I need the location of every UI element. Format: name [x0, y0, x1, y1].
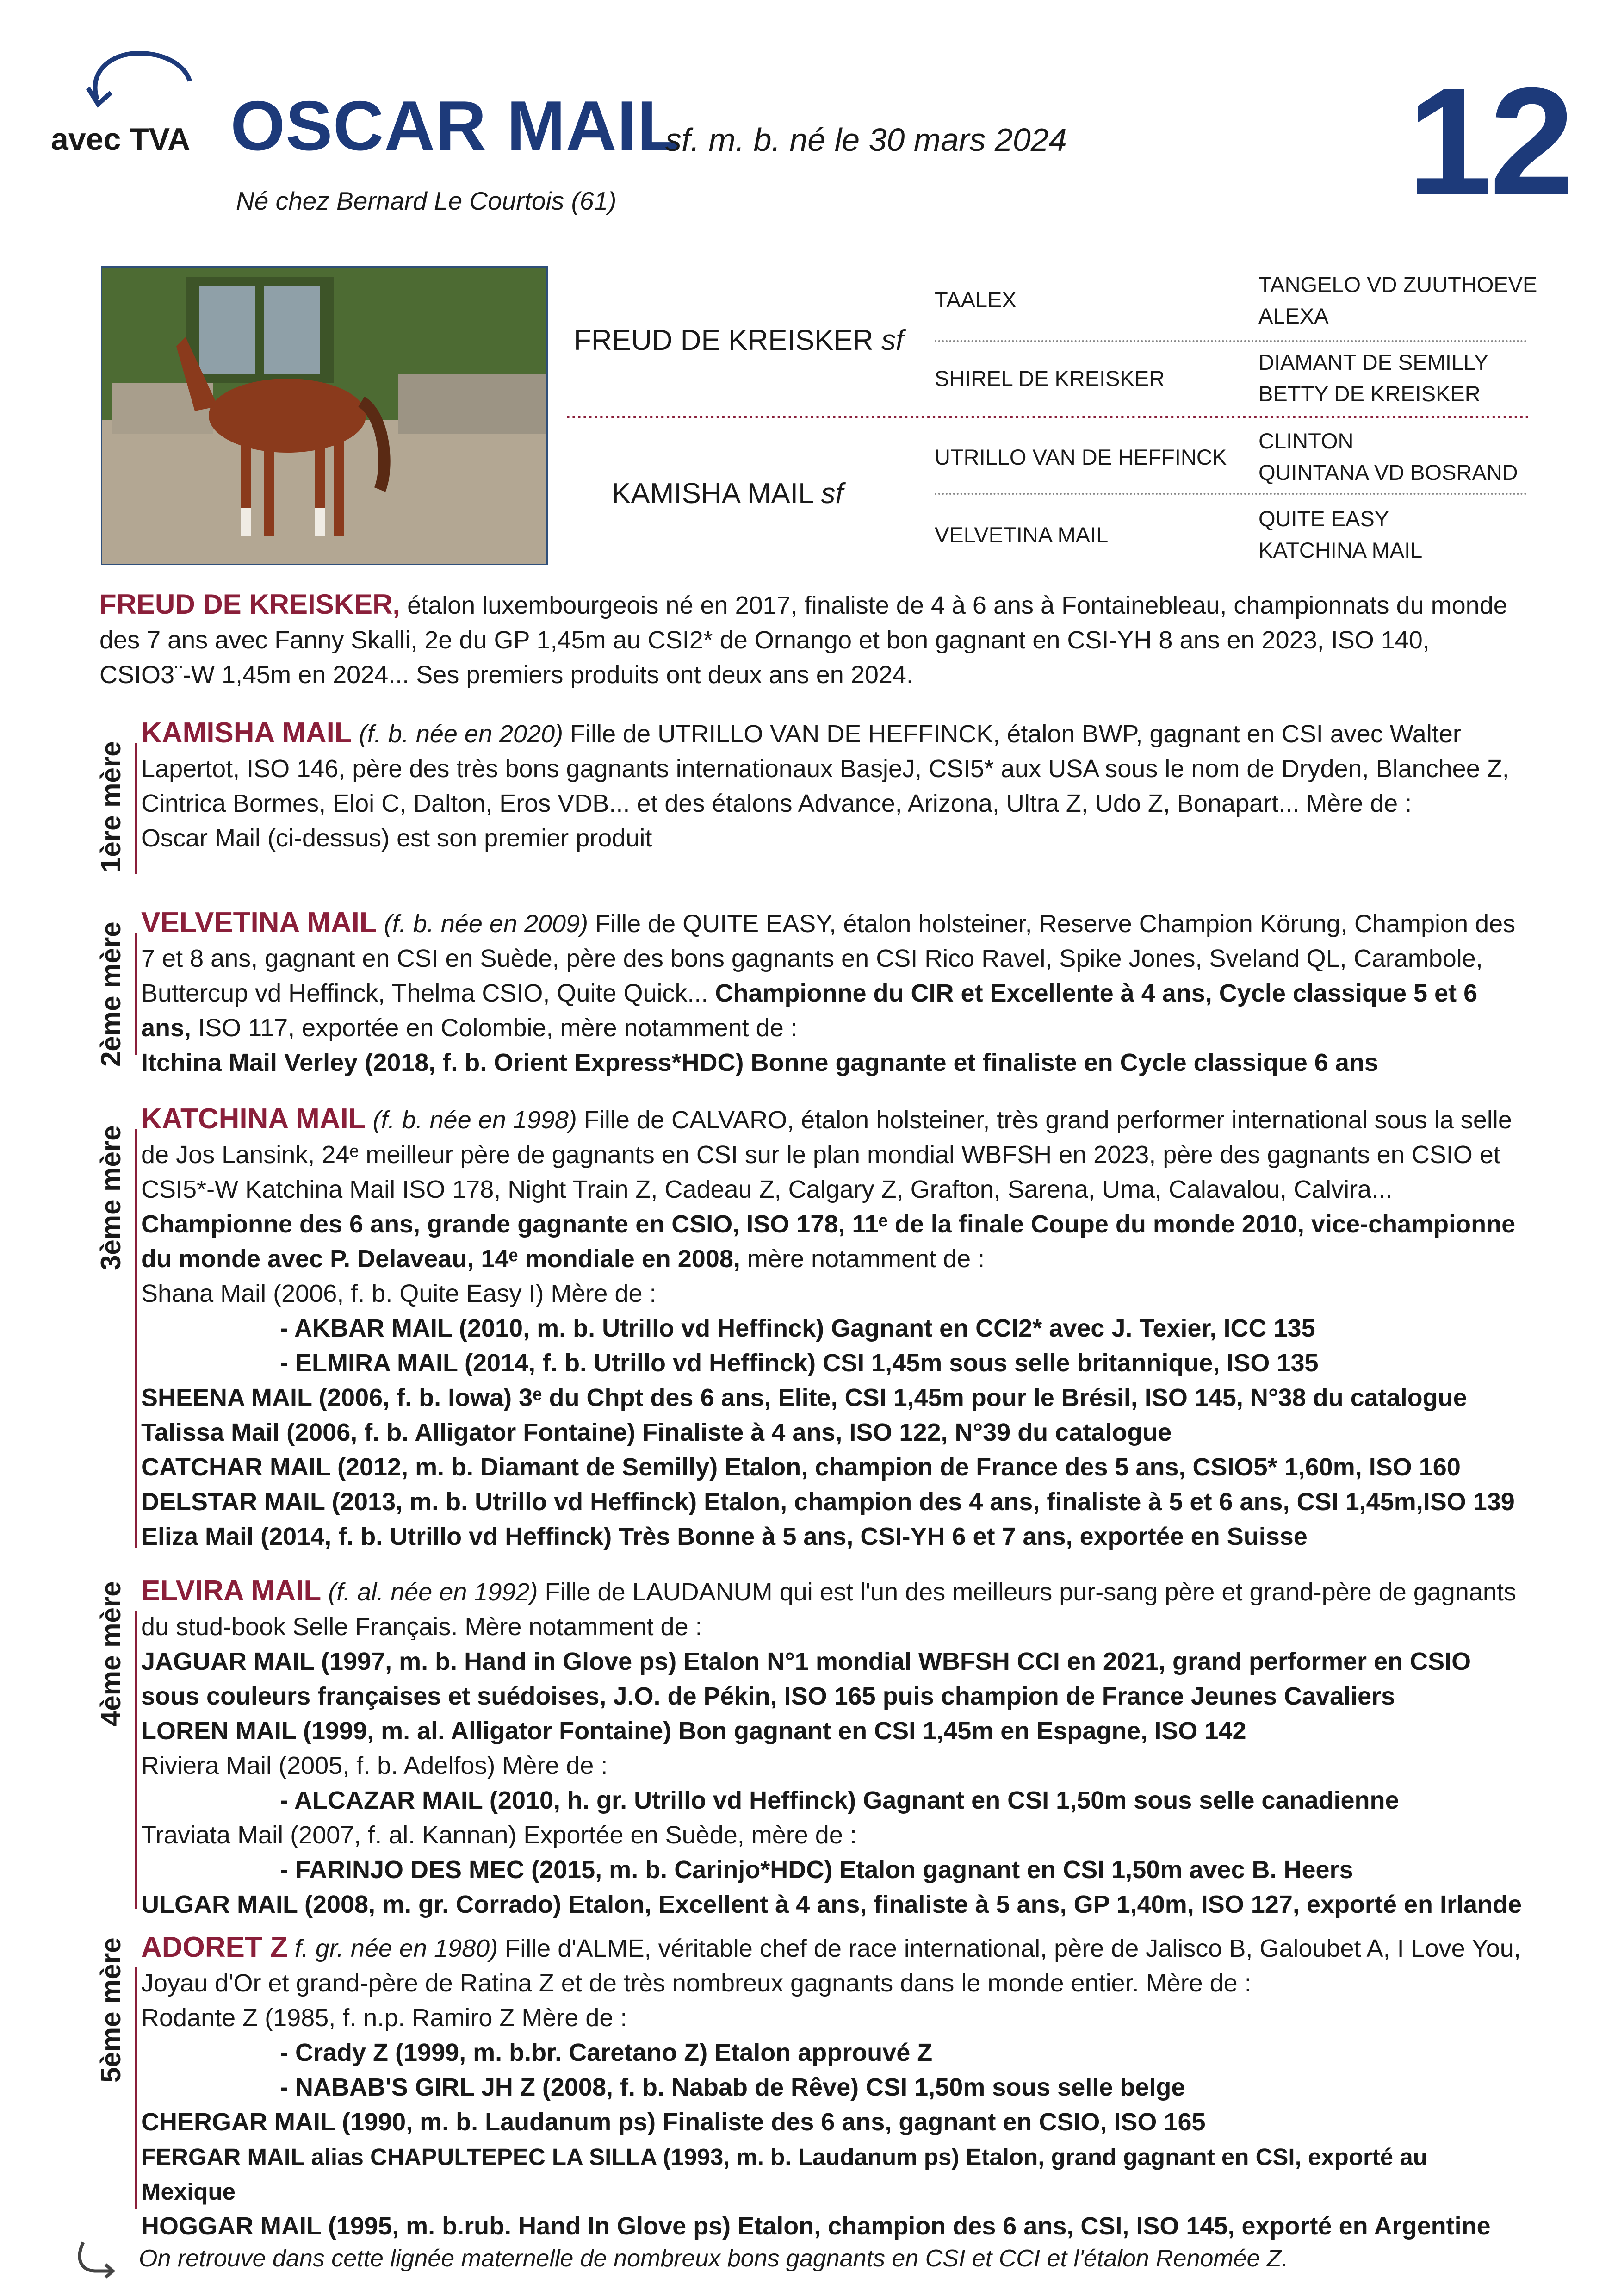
- offspring-row: - AKBAR MAIL (2010, m. b. Utrillo vd Heffinck) Gagnant en CCI2* avec J. Texier, ICC 135: [280, 1314, 1315, 1342]
- dam-2-section: [141, 905, 1525, 1080]
- pedigree-gen3: BETTY DE KREISKER: [1258, 381, 1481, 406]
- pedigree-divider: [567, 416, 1529, 418]
- dam-4-info: (f. al. née en 1992): [328, 1578, 538, 1606]
- section-bracket: [135, 1967, 137, 2209]
- offspring-row: - ALCAZAR MAIL (2010, h. gr. Utrillo vd Heffinck) Gagnant en CSI 1,50m sous selle canadienne: [280, 1786, 1399, 1814]
- dam-4-text: Fille de LAUDANUM qui est l'un des meilleurs pur-sang père et grand-père de gagnants du stud-book Selle Français. Mère notamment de :: [141, 1578, 1516, 1641]
- offspring-row: DELSTAR MAIL (2013, m. b. Utrillo vd Heffinck) Etalon, champion des 4 ans, finaliste à 5 et 6 ans, CSI 1,45m,ISO 139: [141, 1488, 1515, 1516]
- dam-name: KAMISHA MAIL: [612, 478, 813, 510]
- offspring-row: - FARINJO DES MEC (2015, m. b. Carinjo*HDC) Etalon gagnant en CSI 1,50m avec B. Heers: [280, 1856, 1353, 1884]
- offspring-row: Rodante Z (1985, f. n.p. Ramiro Z Mère de :: [141, 2004, 627, 2032]
- pedigree-sub-divider: [935, 493, 1527, 495]
- offspring-row: JAGUAR MAIL (1997, m. b. Hand in Glove ps) Etalon N°1 mondial WBFSH CCI en 2021, grand performer en CSIO sous couleurs françaises et suédoises, J.O. de Pékin, ISO 165 puis champion de France Jeunes Cavaliers: [141, 1648, 1471, 1710]
- dam-1-info: (f. b. née en 2020): [359, 720, 564, 748]
- offspring-row: Riviera Mail (2005, f. b. Adelfos) Mère de :: [141, 1752, 608, 1780]
- dam-5-offspring-list: [141, 2001, 1525, 2244]
- pedigree-gen3: QUITE EASY: [1258, 506, 1389, 531]
- section-bracket: [135, 1611, 137, 1909]
- return-arrow-icon: [69, 2238, 120, 2282]
- lot-number: 12: [1407, 56, 1572, 226]
- pedigree-gen3: TANGELO VD ZUUTHOEVE: [1258, 272, 1537, 297]
- dam-1-text: Fille de UTRILLO VAN DE HEFFINCK, étalon BWP, gagnant en CSI avec Walter Lapertot, ISO 146, père des très bons gagnants internationaux BasjeJ, CSI5* aux USA sous le nom de Dryden, Blanchee Z, Cintrica Bormes, Eloi C, Dalton, Eros VDB... et des étalons Advance, Arizona, Ultra Z, Udo Z, Bonapart... Mère de :: [141, 720, 1509, 817]
- section-bracket: [135, 933, 137, 1055]
- sire-name: FREUD DE KREISKER: [574, 324, 874, 356]
- dam-2-text: Fille de QUITE EASY, étalon holsteiner, Reserve Champion Körung, Champion des 7 et 8 ans, gagnant en CSI en Suède, père des bons gagnants en CSI Rico Ravel, Spike Jones, Sveland QL, Carambole, Buttercup vd Heffinck, Thelma CSIO, Quite Quick...: [141, 910, 1516, 1007]
- dam-1-name: KAMISHA MAIL: [141, 717, 352, 749]
- offspring-row: CATCHAR MAIL (2012, m. b. Diamant de Semilly) Etalon, champion de France des 5 ans, CSIO5* 1,60m, ISO 160: [141, 1453, 1461, 1481]
- dam-3-label: 3ème mère: [95, 1125, 126, 1270]
- dam-1-section: [141, 716, 1525, 856]
- pedigree-gen3: ALEXA: [1258, 304, 1329, 328]
- dam-3-section: [141, 1101, 1525, 1554]
- offspring-row: - Crady Z (1999, m. b.br. Caretano Z) Etalon approuvé Z: [280, 2039, 933, 2066]
- pedigree-dam-dam: VELVETINA MAIL: [935, 523, 1109, 547]
- footer-note: On retrouve dans cette lignée maternelle de nombreux bons gagnants en CSI et CCI et l'étalon Renomée Z.: [139, 2245, 1289, 2272]
- dam-2-text-end: ISO 117, exportée en Colombie, mère notamment de :: [191, 1014, 798, 1042]
- pedigree-sire-dam: SHIREL DE KREISKER: [935, 366, 1165, 391]
- tva-label: avec TVA: [51, 122, 191, 157]
- dam-4-name: ELVIRA MAIL: [141, 1575, 322, 1607]
- offspring-row: SHEENA MAIL (2006, f. b. Iowa) 3ᵉ du Chpt des 6 ans, Elite, CSI 1,45m pour le Brésil, ISO 145, N°38 du catalogue: [141, 1384, 1467, 1412]
- dam-1-offspring: Oscar Mail (ci-dessus) est son premier produit: [141, 824, 652, 852]
- horse-photo: [101, 266, 548, 565]
- pedigree-sire-sire: TAALEX: [935, 287, 1017, 312]
- dam-2-offspring: Itchina Mail Verley (2018, f. b. Orient Express*HDC) Bonne gagnante et finaliste en Cycle classique 6 ans: [141, 1049, 1378, 1076]
- dam-1-label: 1ère mère: [95, 741, 126, 872]
- offspring-row: Eliza Mail (2014, f. b. Utrillo vd Heffinck) Très Bonne à 5 ans, CSI-YH 6 et 7 ans, exportée en Suisse: [141, 1523, 1308, 1550]
- pedigree-gen3: CLINTON: [1258, 429, 1354, 453]
- sire-heading: FREUD DE KREISKER,: [99, 589, 401, 620]
- dam-3-highlight: Championne des 6 ans, grande gagnante en CSIO, ISO 178, 11ᵉ de la finale Coupe du monde 2010, vice-championne du monde avec P. Delaveau, 14ᵉ mondiale en 2008,: [141, 1210, 1516, 1273]
- pedigree-gen3: DIAMANT DE SEMILLY: [1258, 350, 1489, 374]
- pedigree-sub-divider: [935, 340, 1527, 342]
- dam-2-info: (f. b. née en 2009): [384, 910, 589, 938]
- pedigree-gen3: KATCHINA MAIL: [1258, 538, 1423, 562]
- dam-5-name: ADORET Z: [141, 1931, 288, 1963]
- offspring-row: Talissa Mail (2006, f. b. Alligator Fontaine) Finaliste à 4 ans, ISO 122, N°39 du catalogue: [141, 1419, 1172, 1446]
- offspring-row: - ELMIRA MAIL (2014, f. b. Utrillo vd Heffinck) CSI 1,45m sous selle britannique, ISO 135: [280, 1349, 1319, 1377]
- dam-3-info: (f. b. née en 1998): [372, 1106, 577, 1134]
- dam-2-label: 2ème mère: [95, 921, 126, 1067]
- pedigree-dam-sire: UTRILLO VAN DE HEFFINCK: [935, 445, 1227, 469]
- dam-2-name: VELVETINA MAIL: [141, 907, 377, 939]
- dam-4-offspring-list: [141, 1644, 1525, 1922]
- offspring-row: ULGAR MAIL (2008, m. gr. Corrado) Etalon, Excellent à 4 ans, finaliste à 5 ans, GP 1,40m, ISO 127, exporté en Irlande: [141, 1891, 1522, 1918]
- dam-3-text-end: mère notamment de :: [740, 1245, 985, 1273]
- offspring-row: Shana Mail (2006, f. b. Quite Easy I) Mère de :: [141, 1280, 657, 1307]
- offspring-row: CHERGAR MAIL (1990, m. b. Laudanum ps) Finaliste des 6 ans, gagnant en CSIO, ISO 165: [141, 2108, 1206, 2136]
- dam-3-text: Fille de CALVARO, étalon holsteiner, très grand performer international sous la selle de Jos Lansink, 24ᵉ meilleur père de gagnants en CSI sur le plan mondial WBFSH en 2023, père des gagnants en CSIO et CSI5*-W Katchina Mail ISO 178, Night Train Z, Cadeau Z, Calgary Z, Grafton, Sarena, Uma, Calavalou, Calvira...: [141, 1106, 1512, 1203]
- section-bracket: [135, 743, 137, 874]
- dam-suffix: sf: [821, 478, 843, 510]
- sire-text: étalon luxembourgeois né en 2017, finaliste de 4 à 6 ans à Fontainebleau, championnats du monde des 7 ans avec Fanny Skalli, 2e du GP 1,45m au CSI2* de Ornango et bon gagnant en CSI-YH 8 ans en 2023, ISO 140, CSIO3¨-W 1,45m en 2024... Ses premiers produits ont deux ans en 2024.: [99, 591, 1507, 689]
- offspring-row: Traviata Mail (2007, f. al. Kannan) Exportée en Suède, mère de :: [141, 1821, 857, 1849]
- section-bracket: [135, 1129, 137, 1548]
- offspring-row: - NABAB'S GIRL JH Z (2008, f. b. Nabab de Rêve) CSI 1,50m sous selle belge: [280, 2073, 1185, 2101]
- dam-4-section: [141, 1574, 1525, 1922]
- offspring-row: FERGAR MAIL alias CHAPULTEPEC LA SILLA (1993, m. b. Laudanum ps) Etalon, grand gagnant en CSI, exporté au Mexique: [141, 2144, 1427, 2205]
- offspring-row: HOGGAR MAIL (1995, m. b.rub. Hand In Glove ps) Etalon, champion des 6 ans, CSI, ISO 145, exporté en Argentine: [141, 2212, 1491, 2240]
- horse-name: OSCAR MAIL: [230, 87, 681, 165]
- dam-5-section: [141, 1930, 1525, 2244]
- pedigree-dam: [612, 477, 843, 510]
- breeder-line: Né chez Bernard Le Courtois (61): [236, 187, 617, 215]
- curved-arrow-icon: [79, 44, 199, 116]
- dam-5-text: Fille d'ALME, véritable chef de race international, père de Jalisco B, Galoubet A, I Love You, Joyau d'Or et grand-père de Ratina Z et de très nombreux gagnants dans le monde entier. Mère de :: [141, 1935, 1521, 1997]
- dam-5-label: 5ème mère: [95, 1937, 126, 2083]
- horse-details: sf. m. b. né le 30 mars 2024: [665, 122, 1067, 158]
- dam-5-info: f. gr. née en 1980): [294, 1935, 498, 1962]
- dam-2-highlight: Championne du CIR et Excellente à 4 ans, Cycle classique 5 et 6 ans,: [141, 979, 1478, 1042]
- dam-3-offspring-list: [141, 1276, 1525, 1554]
- offspring-row: LOREN MAIL (1999, m. al. Alligator Fontaine) Bon gagnant en CSI 1,45m en Espagne, ISO 142: [141, 1717, 1246, 1745]
- pedigree-sire: [574, 324, 904, 357]
- dam-4-label: 4ème mère: [95, 1581, 126, 1726]
- sire-suffix: sf: [881, 324, 904, 356]
- sire-paragraph: [99, 587, 1525, 692]
- dam-3-name: KATCHINA MAIL: [141, 1103, 366, 1135]
- pedigree-gen3: QUINTANA VD BOSRAND: [1258, 460, 1518, 485]
